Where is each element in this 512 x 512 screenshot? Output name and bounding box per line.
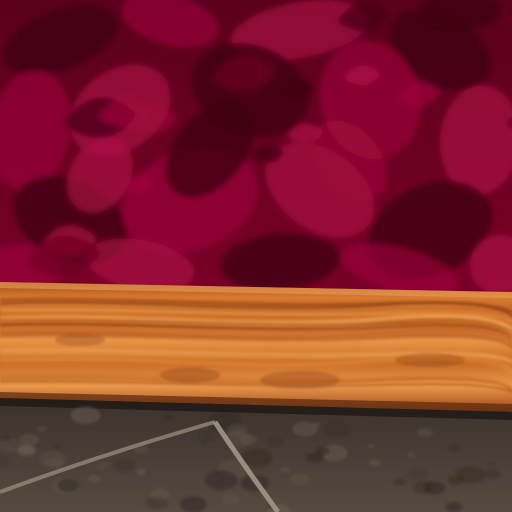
floor-speckle — [485, 470, 500, 479]
floor-speckle — [71, 406, 101, 424]
floor-speckle — [325, 422, 350, 437]
wood-knot — [395, 353, 465, 367]
floor-speckle — [201, 441, 207, 445]
wooden-baseboard — [0, 282, 512, 412]
wood-knot — [160, 367, 220, 383]
wood-knot — [55, 334, 105, 346]
floor-speckle — [407, 453, 415, 458]
floor-speckle — [205, 470, 238, 490]
wood-knot — [260, 371, 340, 389]
floor-speckle — [423, 481, 445, 494]
floor-speckle — [293, 421, 318, 436]
floor-speckle — [53, 444, 62, 449]
floor-speckle — [95, 462, 110, 471]
floor-speckle — [448, 445, 461, 453]
floor-speckle — [37, 426, 47, 432]
floor-speckle — [368, 444, 375, 448]
floor-speckle — [488, 463, 495, 467]
floor-speckle — [113, 459, 135, 472]
floor-speckle — [221, 493, 239, 504]
floor-speckle — [180, 496, 207, 512]
floor-speckle — [39, 451, 66, 467]
floor-speckle — [166, 415, 174, 420]
floor-speckle — [151, 489, 170, 500]
floor-speckle — [306, 451, 325, 462]
floor-speckle — [417, 428, 433, 437]
floor-speckle — [19, 434, 39, 446]
floor-speckle — [446, 502, 463, 512]
floor-speckle — [267, 437, 283, 446]
floor-speckle — [290, 473, 310, 485]
floor-speckle — [280, 467, 289, 473]
floor-speckle — [57, 479, 79, 492]
floor-speckle — [369, 459, 381, 466]
floor-speckle — [199, 432, 216, 442]
stone-tile-floor — [0, 398, 512, 512]
floor-speckle — [2, 436, 11, 442]
floor-speckle — [394, 479, 406, 486]
floor-speckle — [137, 469, 147, 475]
floor-speckle — [406, 468, 427, 481]
floor-speckle — [88, 475, 101, 483]
floor-speckle — [448, 475, 464, 485]
